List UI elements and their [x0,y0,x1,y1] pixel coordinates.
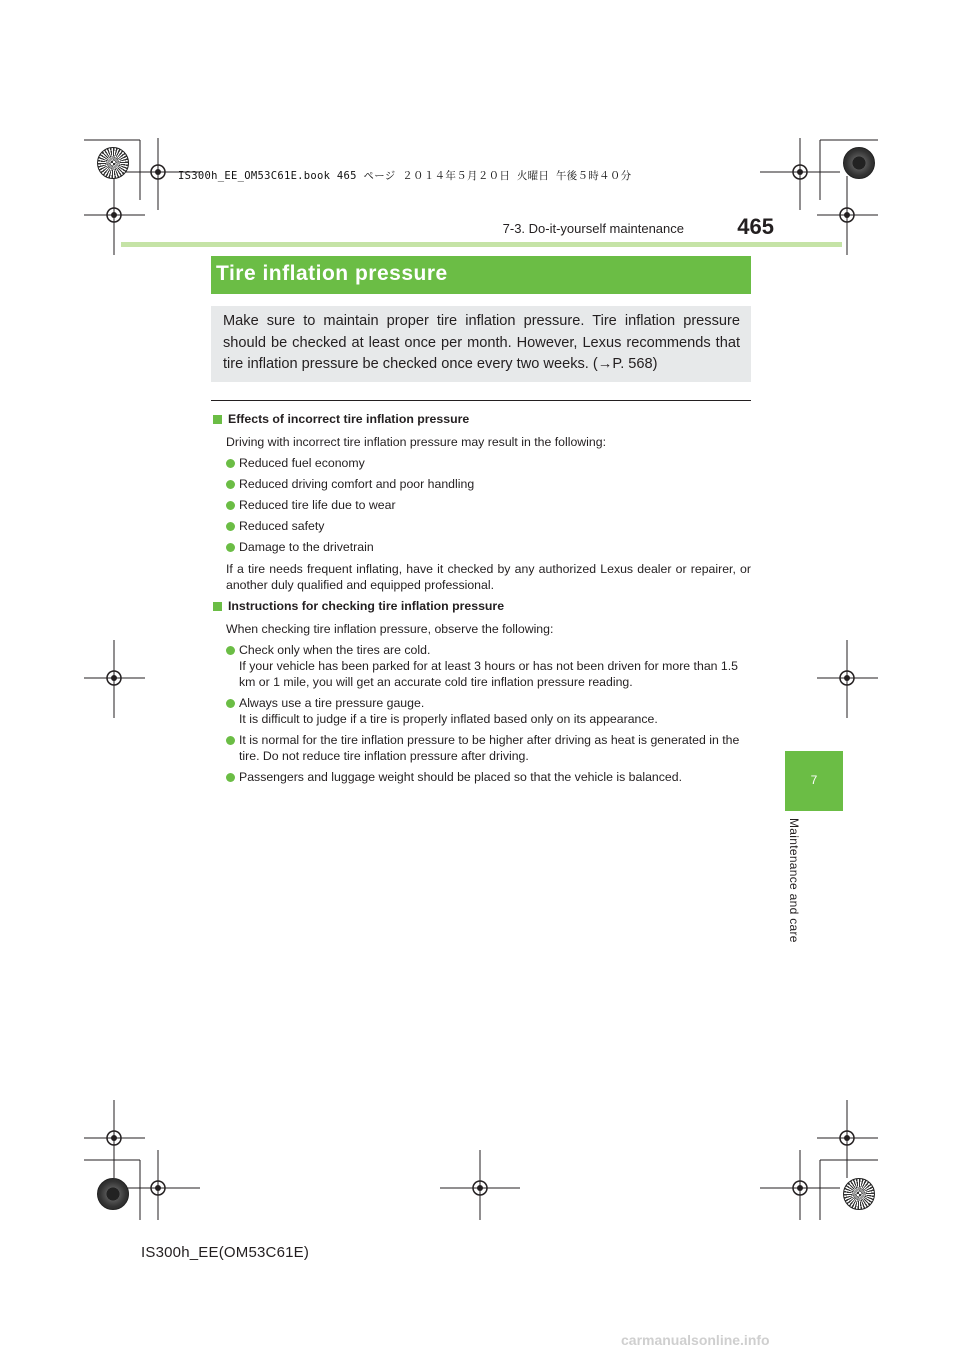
list-item: Reduced fuel economy [226,455,751,471]
list-item: Damage to the drivetrain [226,539,751,555]
round-bullet-icon [226,699,235,708]
section-lead: Driving with incorrect tire inflation pressure may result in the following: [226,435,606,449]
list-item: It is normal for the tire inflation pressure to be higher after driving as heat is generated in the tire. Do not reduce tire inflation pressure after driving. [226,732,751,764]
list-item: Reduced safety [226,518,751,534]
book-stamp: IS300h_EE_OM53C61E.book 465 ページ ２０１４年５月２０日 火曜日 午後５時４０分 [178,170,632,182]
chapter-number: 7 [810,773,818,787]
footer-code: IS300h_EE(OM53C61E) [141,1244,310,1261]
section-lead: When checking tire inflation pressure, observe the following: [226,622,554,636]
round-bullet-icon [226,736,235,745]
list-item: Passengers and luggage weight should be placed so that the vehicle is balanced. [226,769,751,785]
round-bullet-icon [226,522,235,531]
list-item: Check only when the tires are cold. If your vehicle has been parked for at least 3 hours or has not been driven for more than 1.5 km or 1 mile, you will get an accurate cold tire inflation pressure reading. [226,642,751,690]
round-bullet-icon [226,773,235,782]
list-item: Reduced tire life due to wear [226,497,751,513]
round-bullet-icon [226,480,235,489]
square-bullet-icon [213,415,222,424]
registration-rosette-icon [97,1178,129,1210]
body-content [211,410,751,785]
list-item: Reduced driving comfort and poor handling [226,476,751,492]
section-label: 7-3. Do-it-yourself maintenance [502,221,684,236]
list-item: Always use a tire pressure gauge. It is difficult to judge if a tire is properly inflated based only on its appearance. [226,695,751,727]
page-number: 465 [737,214,774,239]
round-bullet-icon [226,543,235,552]
divider [211,400,751,401]
round-bullet-icon [226,501,235,510]
registration-rosette-icon [843,147,875,179]
section-note: If a tire needs frequent inflating, have it checked by any authorized Lexus dealer or repairer, or another duly qualified and equipped professional. [226,562,751,592]
registration-rosette-icon [97,147,129,179]
chapter-title: Maintenance and care [787,818,801,943]
square-bullet-icon [213,602,222,611]
watermark: carmanualsonline.info [621,1332,770,1348]
intro-text: Make sure to maintain proper tire inflation pressure. Tire inflation pressure should be checked at least once per month. However, Lexus recommends that tire inflation pressure be checked once every two weeks. (→P. 568) [223,313,740,372]
round-bullet-icon [226,646,235,655]
registration-rosette-icon [843,1178,875,1210]
section-heading: Effects of incorrect tire inflation pressure [211,412,751,432]
section-heading: Instructions for checking tire inflation pressure [211,599,751,619]
round-bullet-icon [226,459,235,468]
header-rule [121,242,842,247]
page-title: Tire inflation pressure [216,262,448,285]
